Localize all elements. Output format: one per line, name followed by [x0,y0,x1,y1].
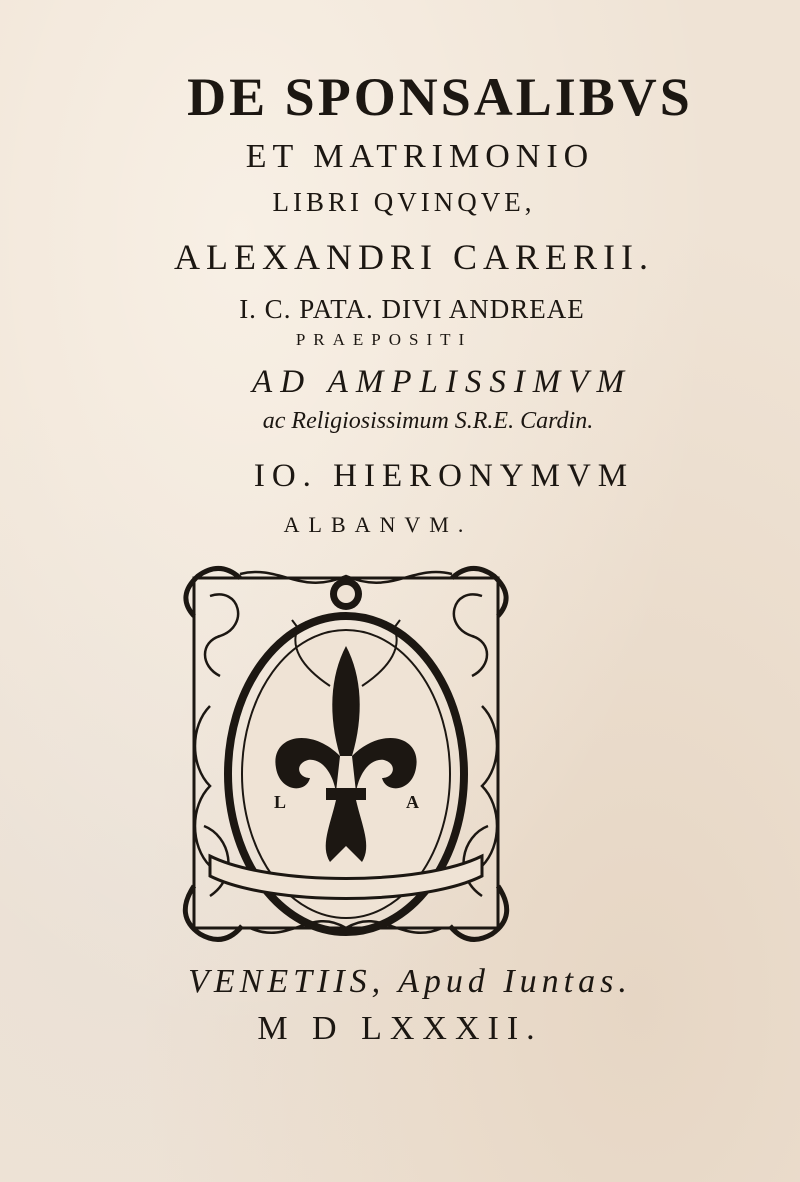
fleur-de-lis-cartouche-icon [180,556,512,946]
dedicatee-name: IO. HIERONYMVM [253,458,635,494]
imprint-place-publisher: VENETIIS, Apud Iuntas. [188,963,632,1000]
books-count-line: LIBRI QVINQVE, [272,187,536,217]
mark-letter-left: L [274,792,287,812]
main-title: DE SPONSALIBVS [187,67,693,127]
author-name: ALEXANDRI CARERII. [174,237,654,277]
imprint-year: M D LXXXII. [257,1010,543,1047]
subtitle-line: ET MATRIMONIO [245,138,595,175]
dedication-line: AD AMPLISSIMVM [252,364,632,400]
dedicatee-surname: ALBANVM. [283,512,473,537]
author-title: I. C. PATA. DIVI ANDREAE [239,294,585,324]
mark-letter-right: A [406,792,419,812]
author-office: PRAEPOSITI [295,330,473,349]
dedication-detail: ac Religiosissimum S.R.E. Cardin. [262,408,594,434]
